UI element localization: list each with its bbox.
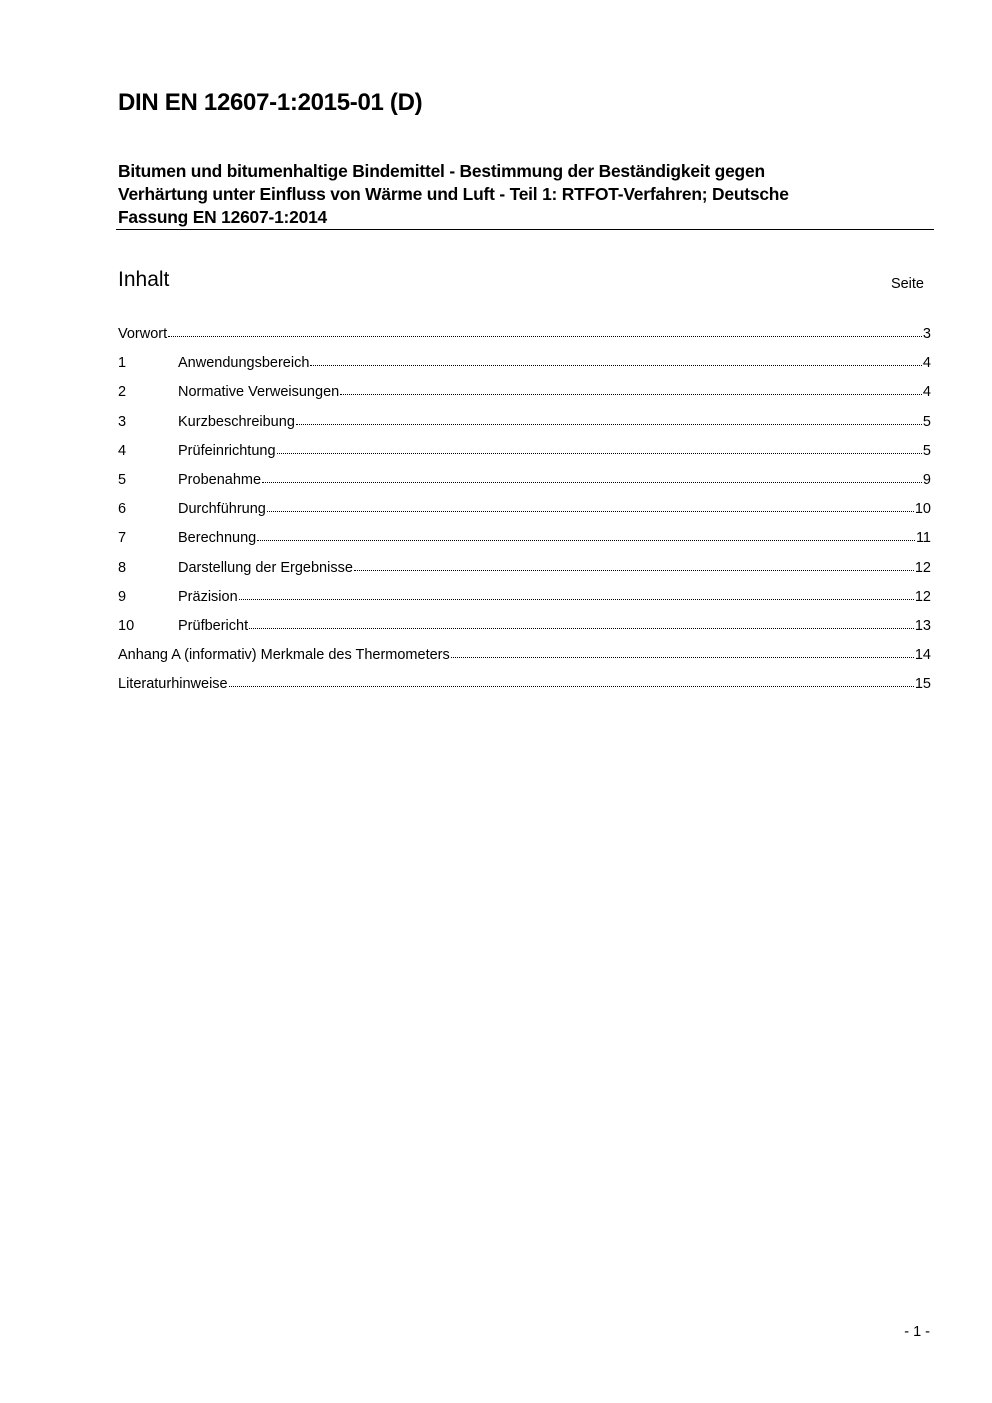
toc-entry-page: 12 (914, 559, 931, 576)
toc-dot-leader (257, 528, 915, 542)
toc-entry-number: 1 (118, 355, 127, 372)
toc-entry-number: 7 (118, 530, 127, 547)
toc-entry-page: 13 (914, 617, 931, 634)
toc-dot-leader (239, 587, 914, 601)
toc-entry-title: Vorwort (118, 326, 168, 342)
toc-entry[interactable] (118, 645, 931, 674)
toc-dot-leader (296, 412, 922, 426)
toc-entry-number: 8 (118, 559, 127, 576)
toc-entry-number: 5 (118, 471, 127, 488)
toc-entry[interactable] (118, 499, 931, 528)
document-title (118, 160, 934, 229)
toc-entry-number: 9 (118, 588, 127, 605)
toc-entry-page: 5 (922, 442, 931, 459)
toc-dot-leader (277, 441, 922, 455)
toc-heading: Inhalt (118, 268, 170, 291)
toc-entry-number: 4 (118, 442, 127, 459)
toc-entry[interactable] (118, 470, 931, 499)
table-of-contents (118, 324, 931, 703)
toc-entry-page: 4 (922, 355, 931, 372)
toc-entry[interactable] (118, 324, 931, 353)
title-divider (116, 229, 934, 230)
toc-entry-title: Präzision (178, 588, 238, 605)
toc-entry-number: 6 (118, 501, 127, 518)
toc-entry-number: 3 (118, 413, 127, 430)
toc-entry[interactable] (118, 382, 931, 411)
toc-entry-title: Normative Verweisungen (178, 384, 340, 401)
toc-page-column-label: Seite (890, 276, 924, 292)
document-id: DIN EN 12607-1:2015-01 (D) (118, 89, 423, 116)
toc-dot-leader (267, 499, 914, 513)
toc-entry-title: Berechnung (178, 530, 257, 547)
page-number: - 1 - (904, 1324, 930, 1340)
toc-entry-page: 15 (914, 676, 931, 693)
toc-dot-leader (229, 674, 914, 688)
toc-entry-number: 10 (118, 617, 135, 634)
toc-entry[interactable] (118, 441, 931, 470)
toc-entry-title: Prüfeinrichtung (178, 442, 276, 459)
toc-entry-title: Anwendungsbereich (178, 355, 310, 372)
toc-entry-page: 11 (915, 530, 931, 547)
document-title-line: Fassung EN 12607-1:2014 (118, 207, 328, 227)
toc-dot-leader (340, 382, 922, 396)
toc-entry-title: Darstellung der Ergebnisse (178, 559, 353, 576)
toc-entry[interactable] (118, 587, 931, 616)
toc-entry-title: Durchführung (178, 501, 266, 518)
toc-entry[interactable] (118, 412, 931, 441)
toc-dot-leader (354, 558, 914, 572)
document-title-line: Verhärtung unter Einfluss von Wärme und Luft - Teil 1: RTFOT-Verfahren; Deutsche (118, 184, 789, 204)
toc-dot-leader (249, 616, 914, 630)
toc-dot-leader (168, 324, 922, 338)
toc-entry-title: Kurzbeschreibung (178, 413, 295, 430)
toc-dot-leader (262, 470, 922, 484)
toc-entry-title: Anhang A (informativ) Merkmale des Thermometers (118, 647, 450, 664)
toc-entry-page: 12 (914, 588, 931, 605)
toc-entry-number: 2 (118, 384, 127, 401)
toc-entry[interactable] (118, 528, 931, 557)
toc-dot-leader (310, 353, 922, 367)
toc-entry[interactable] (118, 674, 931, 703)
toc-entry-page: 3 (922, 326, 931, 342)
toc-entry-page: 10 (914, 501, 931, 518)
toc-entry[interactable] (118, 616, 931, 645)
toc-entry[interactable] (118, 353, 931, 382)
toc-entry-page: 14 (914, 647, 931, 664)
toc-entry-page: 9 (922, 471, 931, 488)
toc-entry[interactable] (118, 558, 931, 587)
toc-entry-page: 5 (922, 413, 931, 430)
toc-entry-page: 4 (922, 384, 931, 401)
toc-entry-title: Probenahme (178, 471, 262, 488)
document-title-line: Bitumen und bitumenhaltige Bindemittel - Bestimmung der Beständigkeit gegen (118, 161, 765, 181)
toc-entry-title: Literaturhinweise (118, 676, 228, 693)
toc-entry-title: Prüfbericht (178, 617, 249, 634)
toc-dot-leader (451, 645, 914, 659)
